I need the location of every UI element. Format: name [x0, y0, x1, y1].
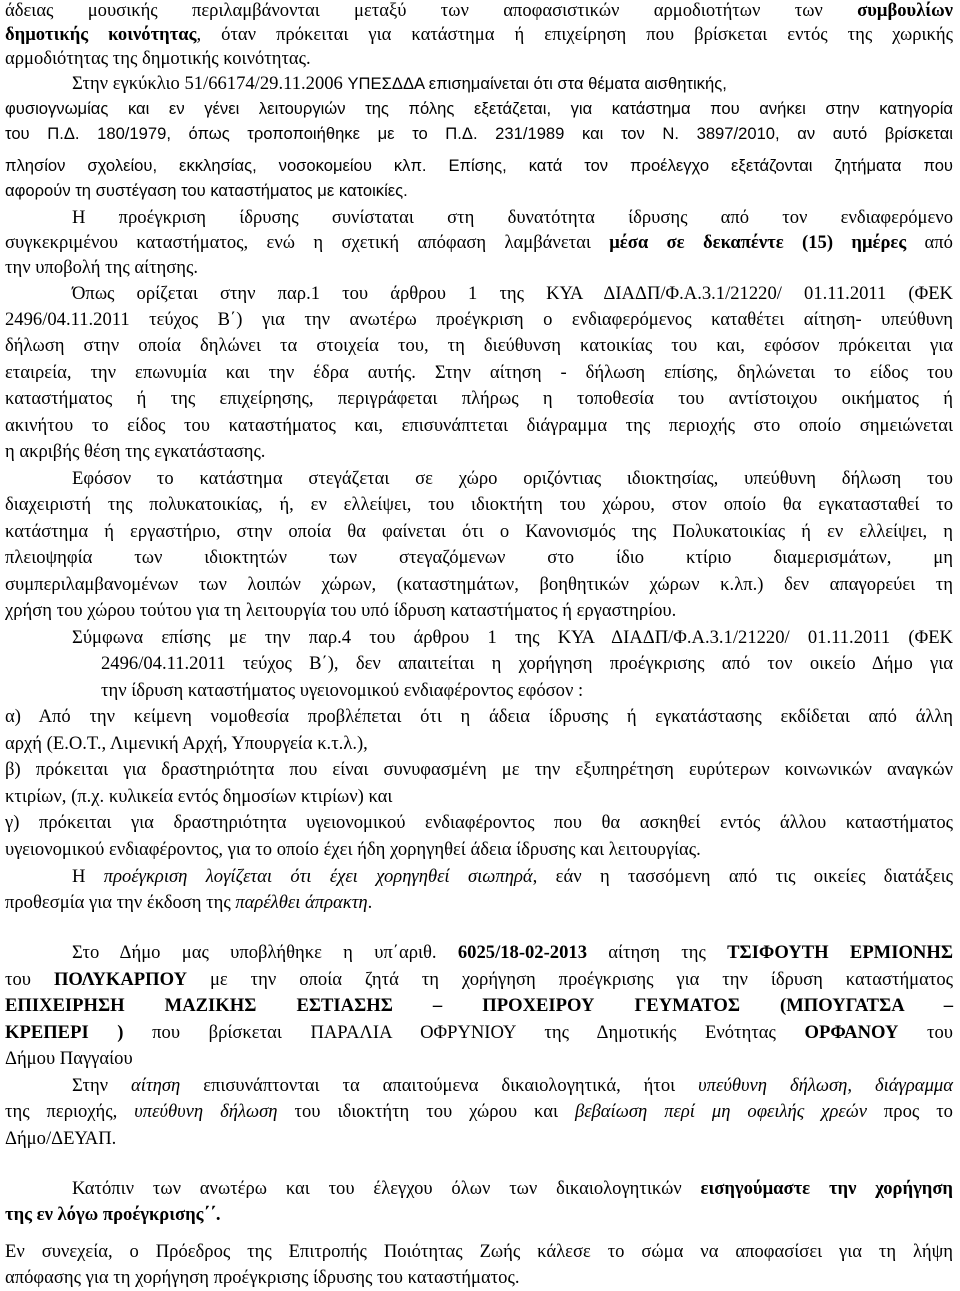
text-segment: εταιρεία, την επωνυμία και την έδρα αυτής. Στην αίτηση - δήλωση επίσης, δηλώνεται το είδος του	[5, 362, 953, 383]
text-segment: Η προέγκριση ίδρυσης συνίσταται στη δυνατότητα ίδρυσης από τον ενδιαφερόμενο	[72, 207, 953, 228]
text-line	[5, 494, 953, 516]
text-segment: γ) πρόκειται για δραστηριότητα υγειονομικού ενδιαφέροντος που θα ασκηθεί εντός άλλου καταστήματος	[5, 812, 953, 833]
bold-text: ΤΣΙΦΟΥΤΗ ΕΡΜΙΟΝΗΣ	[727, 942, 953, 963]
text-segment: από	[906, 232, 953, 253]
text-line	[5, 24, 953, 46]
text-line	[72, 283, 953, 305]
text-line	[5, 1267, 953, 1289]
text-line	[5, 574, 953, 596]
text-segment: Δήμο/ΔΕΥΑΠ.	[5, 1128, 117, 1149]
text-segment: διαχειριστή της πολυκατοικίας, ή, εν ελλείψει, του ιδιοκτήτη του χώρου, στον οποίο θα εγκατασταθεί το	[5, 494, 953, 515]
text-segment: συγκεκριμένου καταστήματος, ενώ η σχετική απόφαση λαμβάνεται	[5, 232, 610, 253]
text-line	[5, 48, 953, 70]
text-segment: Κατόπιν των ανωτέρω και του έλεγχου όλων των δικαιολογητικών	[72, 1178, 701, 1199]
text-segment: καταστήματος ή της επιχείρησης, περιγράφεται πλήρως η τοποθεσία του αντίστοιχου οικήματος ή	[5, 388, 953, 409]
text-line	[5, 600, 953, 622]
text-line	[5, 759, 953, 781]
text-segment: αρμοδιότητας της δημοτικής κοινότητας.	[5, 48, 311, 69]
italic-text: υπεύθυνη δήλωση, διάγραμμα	[698, 1075, 953, 1096]
bold-text: συμβουλίων	[857, 0, 953, 21]
text-line	[72, 1178, 953, 1200]
text-segment: φυσιογνωμίας και εν γένει λειτουργιών της πόλης εξετάζεται, για κατάστημα που ανήκει στην κατηγορία	[5, 99, 953, 118]
text-line	[5, 415, 953, 437]
text-line	[101, 653, 953, 675]
text-line	[5, 441, 953, 463]
text-line	[5, 362, 953, 384]
text-segment: πλειοψηφία των ιδιοκτητών των στεγαζόμενων στο ίδιο κτίριο διαμερισμάτων, μη	[5, 547, 953, 568]
text-segment: επισυνάπτονται τα απαιτούμενα δικαιολογητικά, ήτοι	[180, 1075, 699, 1096]
text-segment: Στην	[72, 1075, 132, 1096]
bold-text: ΠΟΛΥΚΑΡΠΟΥ	[53, 969, 187, 990]
text-segment: 2496/04.11.2011 τεύχος Β΄), δεν απαιτείται η χορήγηση προέγκρισης από τον οικείο Δήμο για	[101, 653, 953, 674]
text-line	[5, 335, 953, 357]
text-line	[5, 786, 953, 808]
text-line	[5, 232, 953, 254]
text-line	[5, 155, 953, 177]
text-segment: αίτηση της	[587, 942, 728, 963]
text-line	[5, 123, 953, 145]
text-line	[5, 1128, 953, 1150]
text-segment: που βρίσκεται ΠΑΡΑΛΙΑ ΟΦΡΥΝΙΟΥ της Δημοτικής Ενότητας	[123, 1022, 805, 1043]
text-segment: Εφόσον το κατάστημα στεγάζεται σε χώρο οριζόντιας ιδιοκτησίας, υπεύθυνη δήλωση του	[72, 468, 953, 489]
text-segment: του Π.Δ. 180/1979, όπως τροποποιήθηκε με το Π.Δ. 231/1989 και τον Ν. 3897/2010, αν αυτό βρίσκεται	[5, 124, 953, 143]
bold-text: δημοτικής κοινότητας	[5, 24, 197, 45]
text-segment: απόφασης για τη χορήγηση προέγκρισης ίδρυσης του καταστήματος.	[5, 1267, 520, 1288]
text-segment: α) Από την κείμενη νομοθεσία προβλέπεται ότι η άδεια ίδρυσης ή εγκατάστασης εκδίδεται από άλλη	[5, 706, 953, 727]
text-segment: του	[5, 969, 54, 990]
italic-text: προέγκριση λογίζεται ότι έχει χορηγηθεί σιωπηρά	[103, 866, 533, 887]
text-segment: της περιοχής,	[5, 1101, 135, 1122]
text-line	[5, 547, 953, 569]
text-line	[5, 812, 953, 834]
text-line	[5, 1022, 953, 1044]
text-line	[5, 995, 953, 1017]
text-line	[5, 1101, 953, 1123]
text-line	[72, 207, 953, 229]
text-line	[72, 866, 953, 888]
bold-text: ΚΡΕΠΕΡΙ )	[5, 1022, 124, 1043]
text-segment: δήλωση στην οποία δηλώνει τα στοιχεία του, τη διεύθυνση κατοικίας του και, εφόσον πρόκειται για	[5, 335, 953, 356]
text-segment: , εάν η τασσόμενη από τις οικείες διατάξεις	[532, 866, 953, 887]
text-segment: άδειας μουσικής περιλαμβάνονται μεταξύ των αποφασιστικών αρμοδιοτήτων των	[5, 0, 858, 21]
text-segment: αφορούν τη συστέγαση του καταστήματος με κατοικίες.	[5, 181, 408, 200]
text-segment: .	[367, 892, 373, 913]
italic-text: υπεύθυνη δήλωση	[134, 1101, 278, 1122]
text-segment: αρχή (Ε.Ο.Τ., Λιμενική Αρχή, Υπουργεία κ.τ.λ.),	[5, 733, 368, 754]
italic-text: βεβαίωση περί μη οφειλής χρεών	[574, 1101, 867, 1122]
text-line	[5, 1241, 953, 1263]
text-line	[5, 180, 953, 202]
text-line	[5, 839, 953, 861]
text-line	[5, 969, 953, 991]
text-line	[5, 733, 953, 755]
text-segment: Στο Δήμο μας υποβλήθηκε η υπ΄αριθ.	[72, 942, 458, 963]
text-line	[72, 942, 953, 964]
text-line	[5, 706, 953, 728]
italic-text: παρέλθει άπρακτη	[235, 892, 368, 913]
text-segment: ακινήτου το είδος του καταστήματος και, επισυνάπτεται διάγραμμα της περιοχής στο οποίο σημειώνεται	[5, 415, 953, 436]
text-line	[72, 73, 953, 95]
text-line	[101, 680, 953, 702]
text-segment: Όπως ορίζεται στην παρ.1 του άρθρου 1 της ΚΥΑ ΔΙΑΔΠ/Φ.Α.3.1/21220/ 01.11.2011 (ΦΕΚ	[72, 283, 953, 304]
text-segment: προς το	[866, 1101, 953, 1122]
text-segment: Στην εγκύκλιο 51/66174/29.11.2006	[72, 73, 348, 94]
text-segment: την υποβολή της αίτησης.	[5, 257, 199, 278]
text-segment: η ακριβής θέση της εγκατάστασης.	[5, 441, 266, 462]
bold-text: της εν λόγω προέγκρισης΄΄.	[5, 1204, 221, 1225]
text-segment: κατάστημα ή εργαστήριο, στην οποία θα φαίνεται ότι ο Κανονισμός της Πολυκατοικίας ή εν ελλείψει, η	[5, 521, 953, 542]
text-segment: , όταν πρόκειται για κατάστημα ή επιχείρηση που βρίσκεται εντός της χωρικής	[196, 24, 954, 45]
text-line	[5, 1048, 953, 1070]
text-segment: χρήση του χώρου τούτου για τη λειτουργία του υπό ίδρυση καταστήματος ή εργαστηρίου.	[5, 600, 677, 621]
text-segment: ΥΠΕΣΔΔΑ επισημαίνεται ότι στα θέματα αισθητικής,	[347, 74, 727, 93]
bold-text: μέσα σε δεκαπέντε (15) ημέρες	[609, 232, 907, 253]
text-line	[5, 521, 953, 543]
bold-text: 6025/18-02-2013	[457, 942, 587, 963]
text-segment: του ιδιοκτήτη του χώρου και	[277, 1101, 575, 1122]
text-line	[5, 0, 953, 22]
text-segment: Εν συνεχεία, ο Πρόεδρος της Επιτροπής Ποιότητας Ζωής κάλεσε το σώμα να αποφασίσει για τη λήψη	[5, 1241, 953, 1262]
text-segment: Σύμφωνα επίσης με την παρ.4 του άρθρου 1 της ΚΥΑ ΔΙΑΔΠ/Φ.Α.3.1/21220/ 01.11.2011 (ΦΕΚ	[72, 627, 953, 648]
text-segment: 2496/04.11.2011 τεύχος Β΄) για την ανωτέρω προέγκριση ο ενδιαφερόμενος καταθέτει αίτηση- υπεύθυνη	[5, 309, 953, 330]
text-segment: κτιρίων, (π.χ. κυλικεία εντός δημοσίων κτιρίων) και	[5, 786, 393, 807]
text-segment: β) πρόκειται για δραστηριότητα που είναι συνυφασμένη με την εξυπηρέτηση ευρύτερων κοινωνικών αναγκών	[5, 759, 953, 780]
bold-text: ΕΠΙΧΕΙΡΗΣΗ ΜΑΖΙΚΗΣ ΕΣΤΙΑΣΗΣ – ΠΡΟΧΕΙΡΟΥ ΓΕΥΜΑΤΟΣ (ΜΠΟΥΓΑΤΣΑ –	[5, 995, 953, 1016]
text-segment: Η	[72, 866, 104, 887]
text-line	[5, 892, 953, 914]
bold-text: ΟΡΦΑΝΟΥ	[804, 1022, 899, 1043]
text-segment: υγειονομικού ενδιαφέροντος, για το οποίο έχει ήδη χορηγηθεί άδεια ίδρυσης και λειτουργίας.	[5, 839, 701, 860]
text-line	[72, 468, 953, 490]
text-segment: πλησίον σχολείου, εκκλησίας, νοσοκομείου κλπ. Επίσης, κατά τον προέλεγχο εξετάζονται ζητήματα που	[5, 156, 953, 175]
text-line	[5, 98, 953, 120]
bold-text: εισηγούμαστε την χορήγηση	[700, 1178, 953, 1199]
text-line	[5, 257, 953, 279]
text-line	[5, 309, 953, 331]
text-line	[72, 1075, 953, 1097]
text-segment: προθεσμία για την έκδοση της	[5, 892, 236, 913]
text-segment: με την οποία ζητά τη χορήγηση προέγκρισης για την ίδρυση καταστήματος	[187, 969, 954, 990]
text-line	[5, 388, 953, 410]
text-line	[5, 1204, 953, 1226]
text-segment: την ίδρυση καταστήματος υγειονομικού ενδιαφέροντος εφόσον :	[101, 680, 584, 701]
text-segment: Δήμου Παγγαίου	[5, 1048, 133, 1069]
text-line	[72, 627, 953, 649]
text-segment: συμπεριλαμβανομένων των λοιπών χώρων, (καταστημάτων, βοηθητικών χώρων κ.λπ.) δεν απαγορεύει τη	[5, 574, 953, 595]
text-segment: του	[898, 1022, 954, 1043]
italic-text: αίτηση	[131, 1075, 181, 1096]
